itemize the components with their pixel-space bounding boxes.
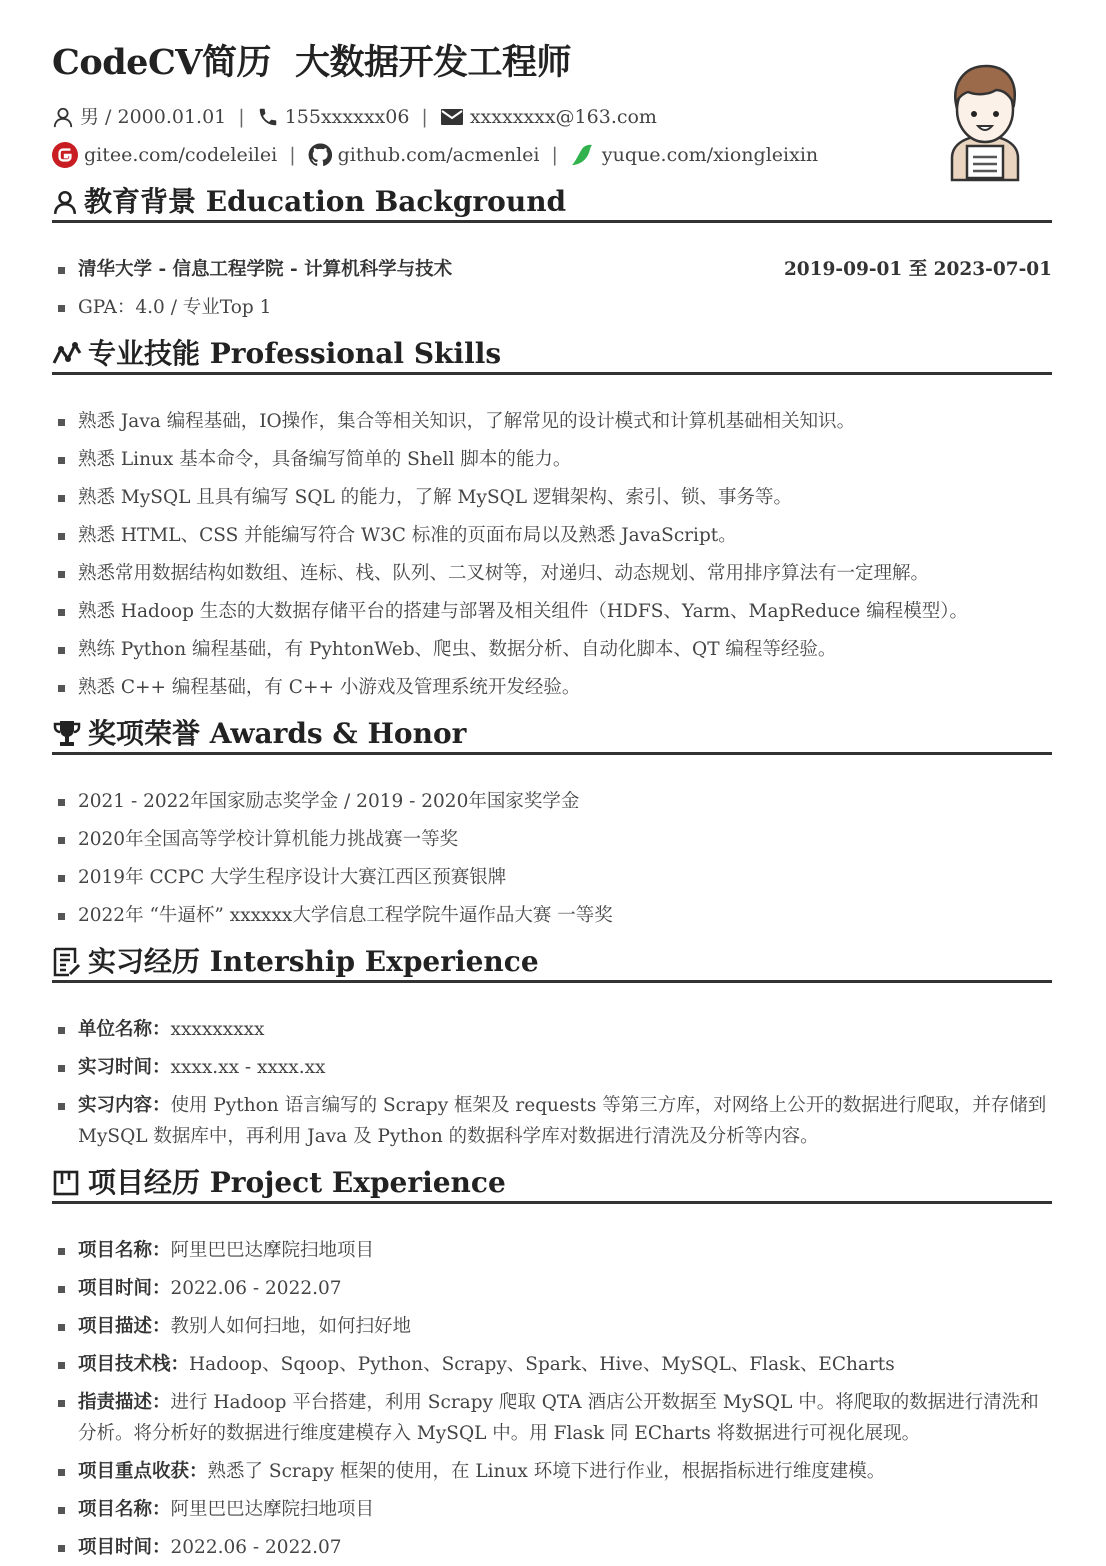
list-item: 熟悉 Linux 基本命令，具备编写简单的 Shell 脚本的能力。	[52, 440, 1052, 478]
item-label: 实习时间：	[78, 1056, 171, 1078]
awards-list	[52, 755, 1052, 934]
mail-icon	[440, 107, 464, 127]
section-title: 实习经历 Intership Experience	[88, 944, 539, 978]
gender-birthday-text: 男 / 2000.01.01	[80, 106, 227, 128]
resume-title	[52, 40, 1052, 86]
brand-name: CodeCV简历	[52, 42, 271, 83]
list-item: 熟悉 C++ 编程基础，有 C++ 小游戏及管理系统开发经验。	[52, 668, 1052, 706]
list-item	[52, 1490, 1052, 1528]
github-icon	[308, 143, 332, 167]
list-item: 熟悉 Hadoop 生态的大数据存储平台的搭建与部署及相关组件（HDFS、Yarm、MapReduce 编程模型）。	[52, 592, 1052, 630]
email[interactable]	[440, 98, 657, 136]
list-item	[52, 1010, 1052, 1048]
section-title: 专业技能 Professional Skills	[88, 336, 502, 370]
skills-chart-icon	[52, 341, 82, 367]
phone-icon	[257, 106, 279, 128]
list-item	[52, 1528, 1052, 1566]
item-text: 进行 Hadoop 平台搭建，利用 Scrapy 爬取 QTA 酒店公开数据至 MySQL 中。将爬取的数据进行清洗和分析。将分析好的数据进行维度建模存入 MySQL 中。用 Flask 同 ECharts 将数据进行可视化展现。	[78, 1391, 1039, 1444]
list-item: 熟练 Python 编程基础，有 PyhtonWeb、爬虫、数据分析、自动化脚本、QT 编程等经验。	[52, 630, 1052, 668]
email-link[interactable]: xxxxxxxx@163.com	[469, 106, 657, 128]
skills-list	[52, 375, 1052, 706]
item-text: 熟悉了 Scrapy 框架的使用，在 Linux 环境下进行作业，根据指标进行维度建模。	[207, 1460, 886, 1482]
list-item: 2020年全国高等学校计算机能力挑战赛一等奖	[52, 820, 1052, 858]
github-link[interactable]: github.com/acmenlei	[337, 144, 540, 166]
item-text: 教别人如何扫地，如何扫好地	[170, 1315, 412, 1337]
list-item: 熟悉 Java 编程基础，IO操作，集合等相关知识，了解常见的设计模式和计算机基础相关知识。	[52, 402, 1052, 440]
document-list-icon	[52, 947, 82, 977]
section-internship-heading	[52, 943, 1052, 983]
item-label: 项目时间：	[78, 1536, 171, 1558]
github[interactable]	[308, 136, 540, 174]
list-item	[52, 1307, 1052, 1345]
section-title: 奖项荣誉 Awards & Honor	[88, 716, 467, 750]
separator: |	[238, 106, 245, 128]
list-item	[52, 1086, 1052, 1155]
trophy-icon	[52, 720, 82, 748]
item-label: 实习内容：	[78, 1094, 171, 1116]
list-item	[52, 1231, 1052, 1269]
section-projects-heading	[52, 1164, 1052, 1204]
list-item	[52, 1048, 1052, 1086]
list-item	[52, 250, 1052, 288]
gitee[interactable]	[52, 136, 277, 174]
list-item: 2021 - 2022年国家励志奖学金 / 2019 - 2020年国家奖学金	[52, 782, 1052, 820]
user-icon	[52, 189, 78, 215]
item-label: 项目名称：	[78, 1239, 171, 1261]
item-text: xxxxxxxxx	[170, 1018, 265, 1040]
project-board-icon	[52, 1169, 82, 1197]
separator: |	[289, 144, 296, 166]
avatar	[940, 58, 1030, 188]
item-text: 阿里巴巴达摩院扫地项目	[170, 1239, 375, 1261]
list-item: 2022年 “牛逼杯” xxxxxx大学信息工程学院牛逼作品大赛 一等奖	[52, 896, 1052, 934]
internship-list	[52, 983, 1052, 1155]
list-item	[52, 1383, 1052, 1452]
section-title: 教育背景 Education Background	[84, 184, 567, 218]
yuque-link[interactable]: yuque.com/xiongleixin	[601, 144, 819, 166]
item-label: 项目描述：	[78, 1315, 171, 1337]
list-item: 熟悉 HTML、CSS 并能编写符合 W3C 标准的页面布局以及熟悉 JavaScript。	[52, 516, 1052, 554]
item-label: 项目时间：	[78, 1277, 171, 1299]
contact-row-1	[52, 98, 1052, 136]
yuque-icon	[570, 143, 596, 167]
education-date: 2019-09-01 至 2023-07-01	[783, 258, 1052, 280]
user-icon	[52, 106, 74, 128]
section-education-heading	[52, 183, 1052, 223]
projects-list	[52, 1204, 1052, 1566]
phone	[257, 98, 410, 136]
yuque[interactable]	[570, 136, 818, 174]
item-text: 2022.06 - 2022.07	[170, 1277, 342, 1299]
item-label: 单位名称：	[78, 1018, 171, 1040]
school-name: 清华大学 - 信息工程学院 - 计算机科学与技术	[78, 258, 453, 280]
phone-text: 155xxxxxx06	[284, 106, 410, 128]
gender-birthday	[52, 98, 226, 136]
list-item	[52, 1269, 1052, 1307]
list-item: 熟悉常用数据结构如数组、连标、栈、队列、二叉树等，对递归、动态规划、常用排序算法有一定理解。	[52, 554, 1052, 592]
item-text: 阿里巴巴达摩院扫地项目	[170, 1498, 375, 1520]
item-label: 项目名称：	[78, 1498, 171, 1520]
section-skills-heading	[52, 335, 1052, 375]
separator: |	[421, 106, 428, 128]
list-item: 2019年 CCPC 大学生程序设计大赛江西区预赛银牌	[52, 858, 1052, 896]
item-label: 项目重点收获：	[78, 1460, 208, 1482]
section-title: 项目经历 Project Experience	[88, 1165, 506, 1199]
item-text: xxxx.xx - xxxx.xx	[170, 1056, 326, 1078]
list-item	[52, 1452, 1052, 1490]
education-list	[52, 223, 1052, 326]
item-text: Hadoop、Sqoop、Python、Scrapy、Spark、Hive、MySQL、Flask、ECharts	[189, 1353, 895, 1375]
item-text: 使用 Python 语言编写的 Scrapy 框架及 requests 等第三方库，对网络上公开的数据进行爬取，并存储到 MySQL 数据库中，再利用 Java 及 Python 的数据科学库对数据进行清洗及分析等内容。	[78, 1094, 1047, 1147]
gitee-link[interactable]: gitee.com/codeleilei	[84, 144, 278, 166]
gitee-icon	[52, 142, 78, 168]
contact-row-2	[52, 136, 1052, 174]
separator: |	[551, 144, 558, 166]
section-awards-heading	[52, 715, 1052, 755]
item-text: 2022.06 - 2022.07	[170, 1536, 342, 1558]
item-label: 项目技术栈：	[78, 1353, 190, 1375]
job-title: 大数据开发工程师	[294, 42, 571, 83]
list-item	[52, 1345, 1052, 1383]
item-label: 指责描述：	[78, 1391, 171, 1413]
resume-page	[52, 40, 1052, 1566]
list-item: 熟悉 MySQL 且具有编写 SQL 的能力，了解 MySQL 逻辑架构、索引、锁、事务等。	[52, 478, 1052, 516]
list-item: GPA：4.0 / 专业Top 1	[52, 288, 1052, 326]
